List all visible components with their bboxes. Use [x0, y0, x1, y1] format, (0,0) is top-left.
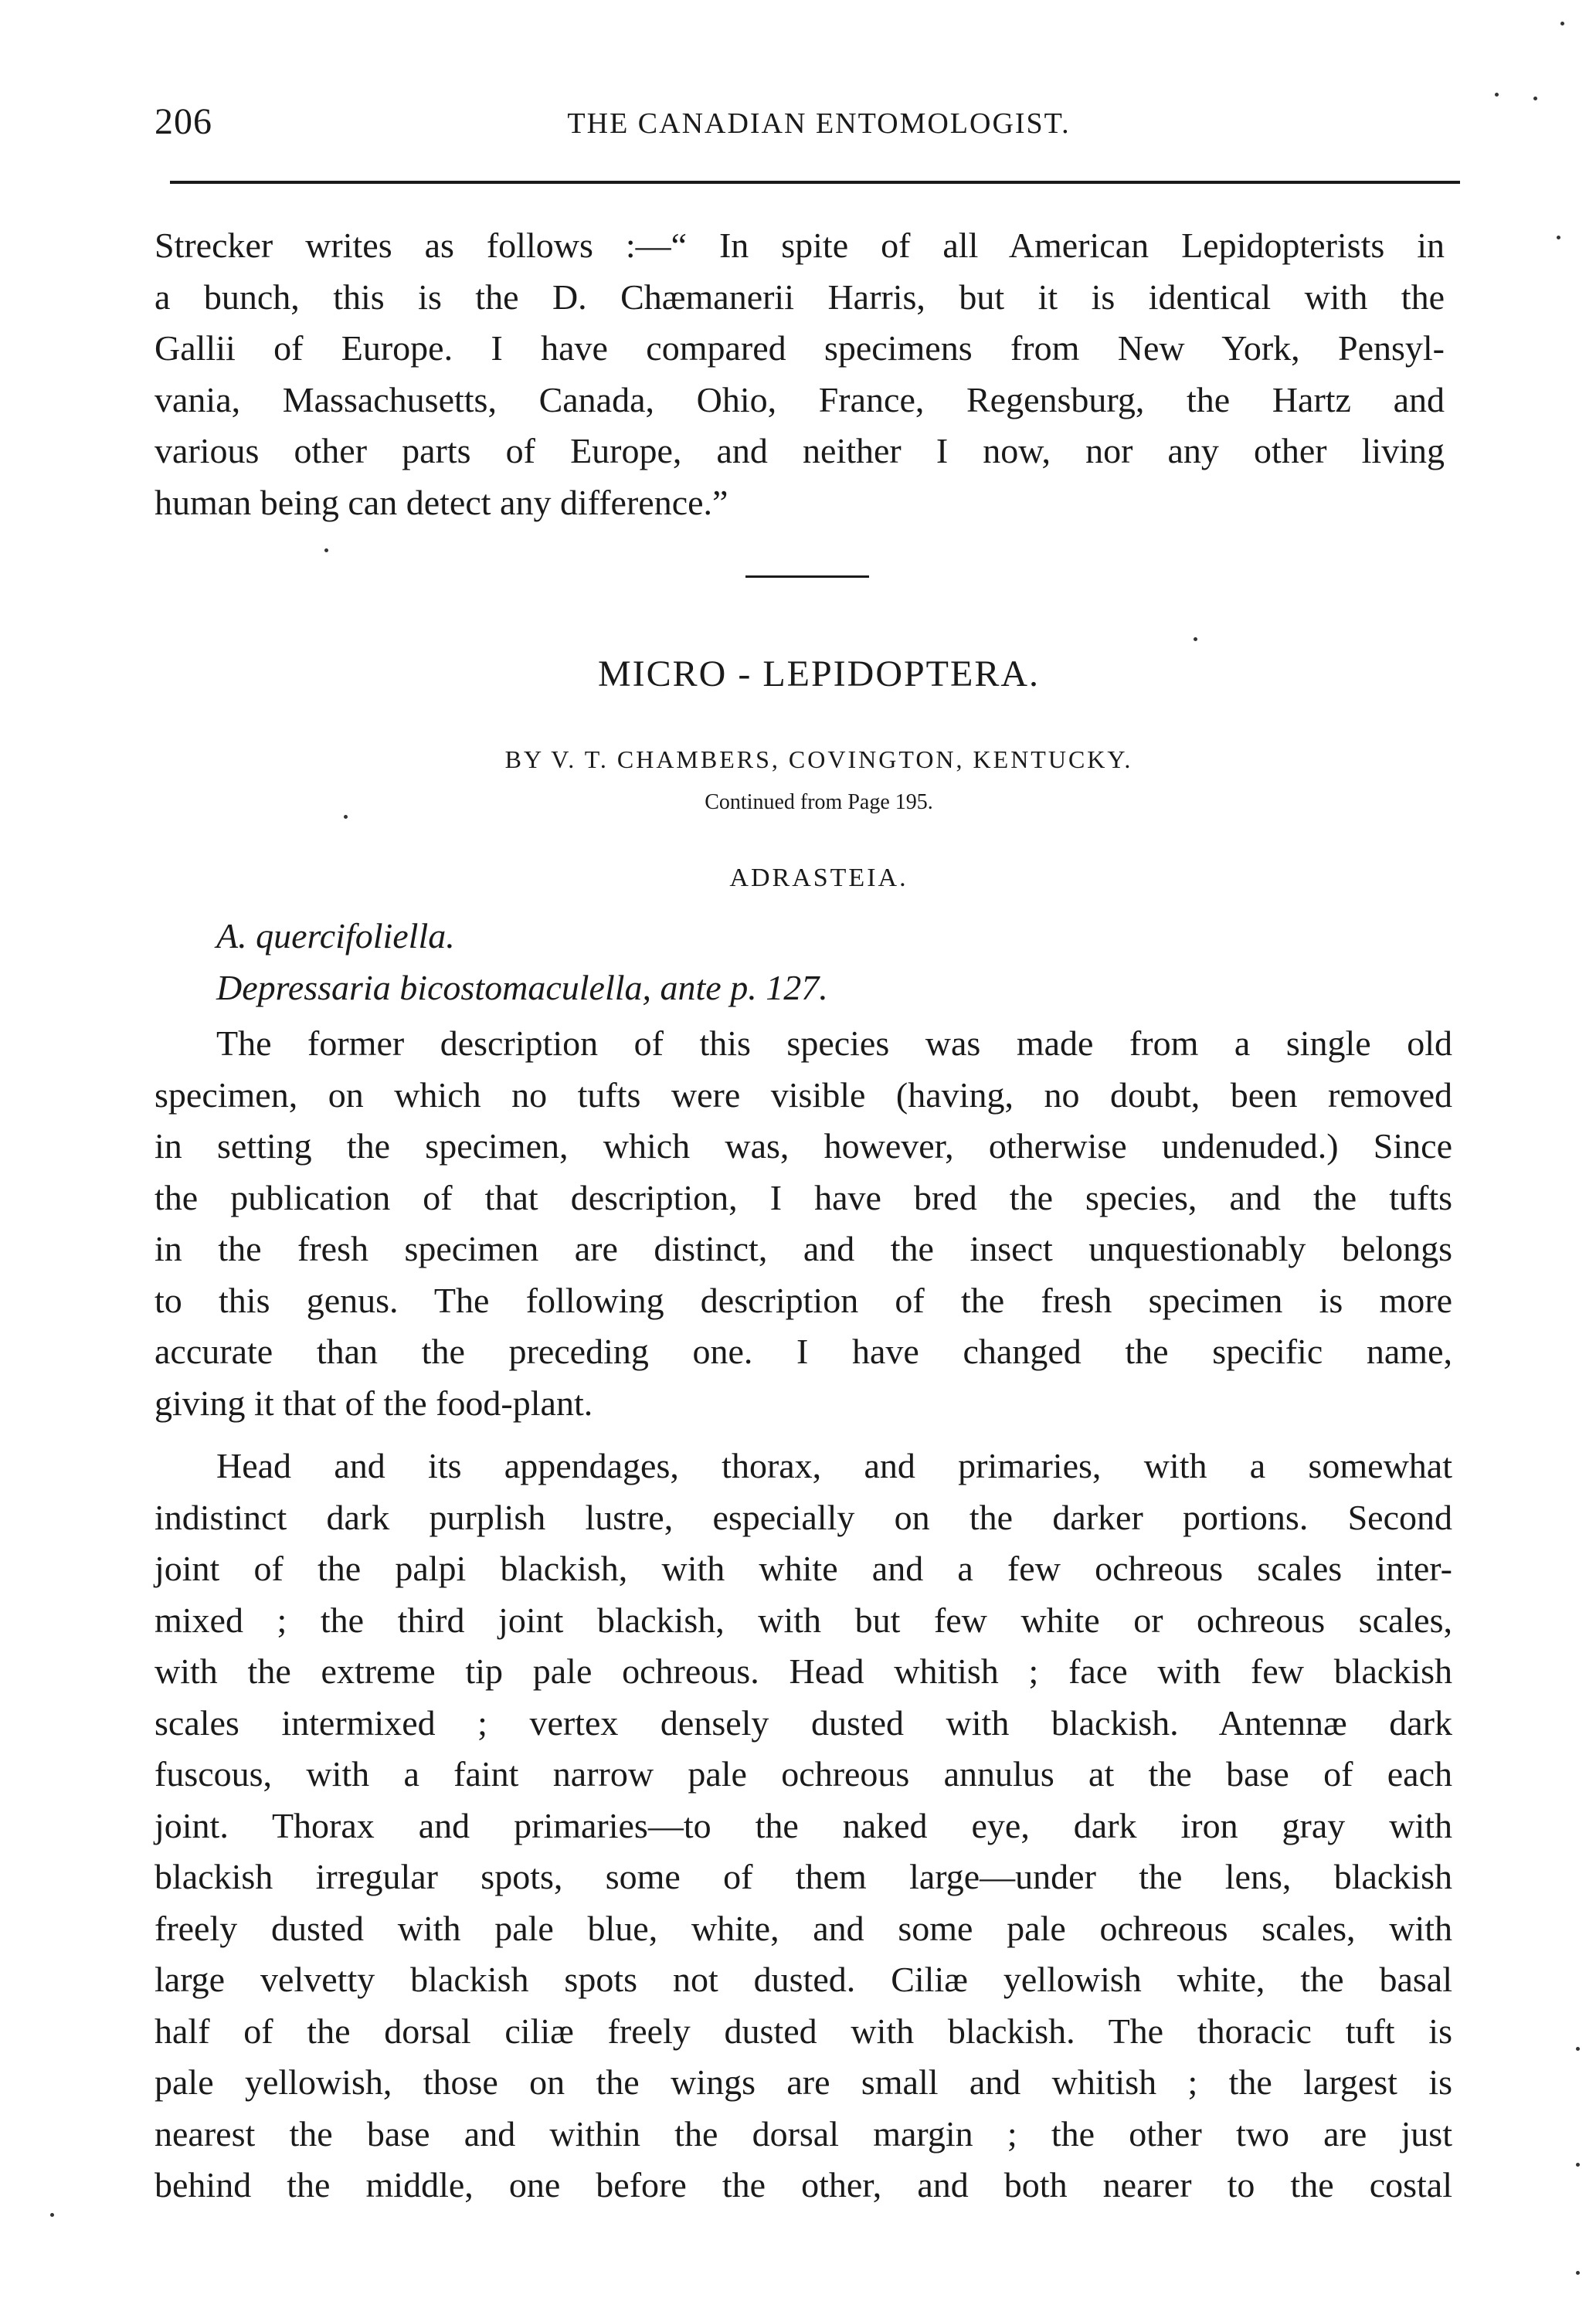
- scan-speck: [1576, 2271, 1580, 2275]
- intro-paragraph: [155, 220, 1445, 528]
- text-line: indistinct dark purplish lustre, especially on the darker portions. Second: [155, 1497, 1452, 1537]
- text-line: human being can detect any difference.”: [155, 482, 728, 522]
- text-line: half of the dorsal ciliæ freely dusted with blackish. The thoracic tuft is: [155, 2011, 1452, 2051]
- text-line: accurate than the preceding one. I have changed the specific name,: [155, 1332, 1452, 1371]
- page-number: 206: [155, 101, 212, 142]
- text-line: Strecker writes as follows :—“ In spite of all American Lepidopterists in: [155, 226, 1445, 265]
- text-line: The former description of this species was made from a single old: [216, 1023, 1452, 1063]
- text-line: in setting the specimen, which was, however, otherwise undenuded.) Since: [155, 1126, 1452, 1166]
- scan-speck: [344, 815, 348, 819]
- text-line: a bunch, this is the D. Chæmanerii Harris, but it is identical with the: [155, 277, 1445, 317]
- running-head: [155, 85, 1452, 147]
- article-byline: BY V. T. CHAMBERS, COVINGTON, KENTUCKY.: [504, 745, 1133, 773]
- scan-speck: [1576, 2163, 1580, 2167]
- continued-note: Continued from Page 195.: [705, 790, 933, 814]
- header-rule: [170, 181, 1460, 184]
- text-line: joint. Thorax and primaries—to the naked eye, dark iron gray with: [155, 1805, 1452, 1845]
- text-line: with the extreme tip pale ochreous. Head whitish ; face with few blackish: [155, 1651, 1452, 1691]
- scan-speck: [1560, 22, 1564, 25]
- text-line: giving it that of the food-plant.: [155, 1383, 593, 1423]
- scan-speck: [324, 548, 328, 552]
- text-line: mixed ; the third joint blackish, with but few white or ochreous scales,: [155, 1600, 1452, 1640]
- text-line: various other parts of Europe, and neither I now, nor any other living: [155, 431, 1445, 470]
- species-name: A. quercifoliella.: [216, 916, 455, 955]
- text-line: behind the middle, one before the other, and both nearer to the costal: [155, 2165, 1452, 2204]
- scan-speck: [1495, 93, 1499, 97]
- scan-speck: [1557, 236, 1560, 239]
- text-line: scales intermixed ; vertex densely dusted with blackish. Antennæ dark: [155, 1702, 1452, 1743]
- text-line: specimen, on which no tufts were visible (having, no doubt, been removed: [155, 1074, 1452, 1115]
- description-paragraph-1: [155, 1018, 1452, 1429]
- text-line: in the fresh specimen are distinct, and the insect unquestionably belongs: [155, 1229, 1452, 1268]
- text-line: vania, Massachusetts, Canada, Ohio, France, Regensburg, the Hartz and: [155, 379, 1445, 419]
- text-line: Gallii of Europe. I have compared specimens from New York, Pensyl-: [155, 328, 1445, 368]
- text-line: blackish irregular spots, some of them large—under the lens, blackish: [155, 1857, 1452, 1896]
- text-line: fuscous, with a faint narrow pale ochreous annulus at the base of each: [155, 1754, 1452, 1794]
- text-line: freely dusted with pale blue, white, and some pale ochreous scales, with: [155, 1908, 1452, 1948]
- scan-speck: [1533, 97, 1537, 100]
- journal-title: THE CANADIAN ENTOMOLOGIST.: [567, 107, 1071, 140]
- genus-heading: ADRASTEIA.: [729, 864, 908, 892]
- document-page: [155, 85, 1452, 2204]
- scan-speck: [1576, 2047, 1580, 2051]
- text-line: to this genus. The following description of the fresh specimen is more: [155, 1280, 1452, 1320]
- text-line: pale yellowish, those on the wings are small and whitish ; the largest is: [155, 2062, 1452, 2102]
- text-line: large velvetty blackish spots not dusted. Ciliæ yellowish white, the basal: [155, 1960, 1452, 1999]
- text-line: nearest the base and within the dorsal margin ; the other two are just: [155, 2113, 1452, 2154]
- text-line: the publication of that description, I have bred the species, and the tufts: [155, 1177, 1452, 1217]
- text-line: joint of the palpi blackish, with white and a few ochreous scales inter-: [155, 1549, 1452, 1588]
- description-paragraph-2: [155, 1441, 1452, 2211]
- article-title: MICRO - LEPIDOPTERA.: [597, 653, 1040, 694]
- synonym-reference: Depressaria bicostomaculella, ante p. 127.: [216, 968, 828, 1007]
- text-line: Head and its appendages, thorax, and primaries, with a somewhat: [216, 1446, 1452, 1485]
- scan-speck: [1194, 637, 1197, 641]
- section-separator: [745, 575, 869, 578]
- scan-speck: [50, 2213, 54, 2217]
